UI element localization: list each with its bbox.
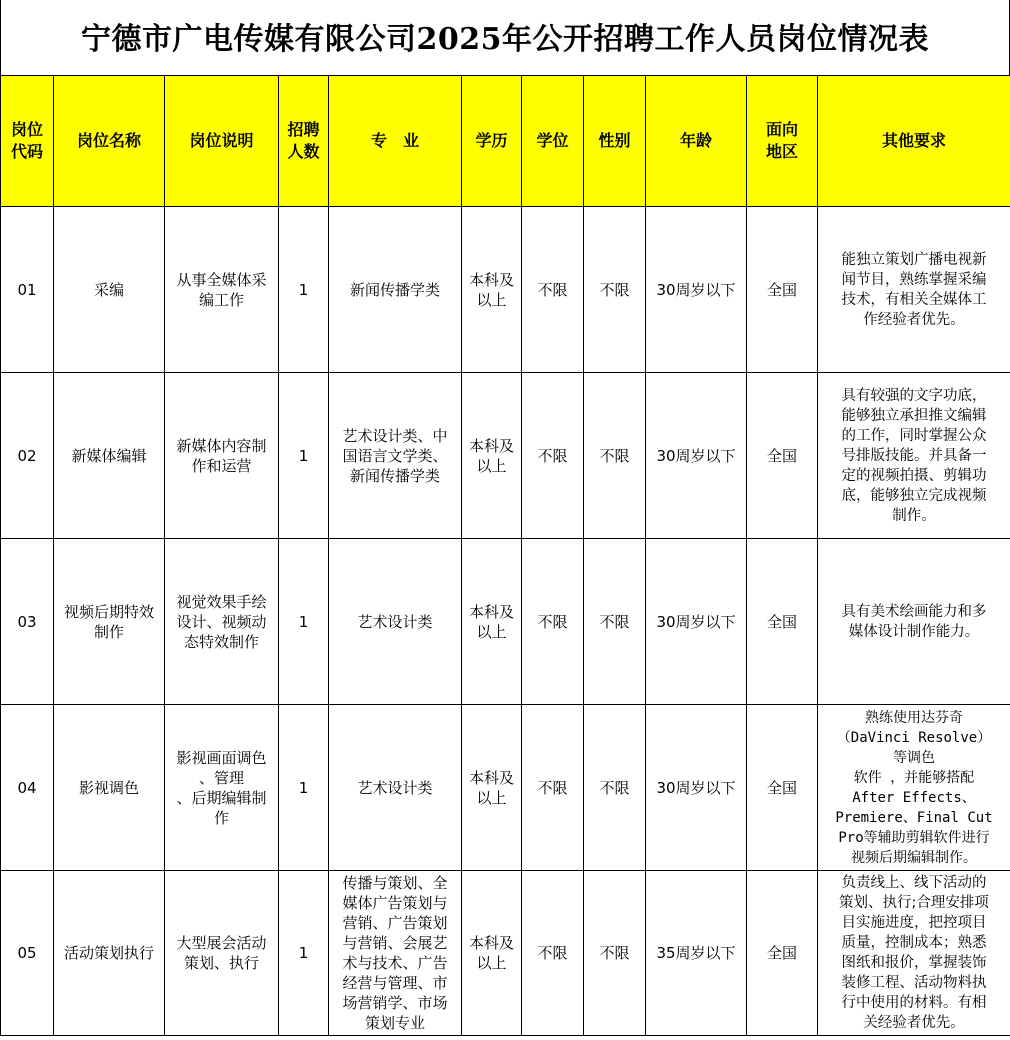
cell-other: 具有较强的文字功底， 能够独立承担推文编辑 的工作，同时掌握公众 号排版技能。并具备一 定的视频拍摄、剪辑功 底，能够独立完成视频 制作。 [818, 373, 1010, 539]
cell-gender: 不限 [584, 705, 646, 871]
header-age: 年龄 [646, 76, 747, 207]
cell-education: 本科及 以上 [462, 539, 522, 705]
cell-degree: 不限 [522, 705, 584, 871]
cell-name: 活动策划执行 [54, 871, 165, 1036]
table-row [1, 871, 1010, 1036]
cell-name: 视频后期特效 制作 [54, 539, 165, 705]
header-code: 岗位 代码 [1, 76, 54, 207]
cell-degree: 不限 [522, 539, 584, 705]
header-degree: 学位 [522, 76, 584, 207]
cell-count: 1 [279, 871, 329, 1036]
cell-age: 30周岁以下 [646, 207, 747, 373]
cell-degree: 不限 [522, 373, 584, 539]
table-row [1, 207, 1010, 373]
cell-code: 04 [1, 705, 54, 871]
cell-gender: 不限 [584, 539, 646, 705]
header-other: 其他要求 [818, 76, 1010, 207]
cell-degree: 不限 [522, 871, 584, 1036]
cell-count: 1 [279, 207, 329, 373]
cell-code: 03 [1, 539, 54, 705]
cell-name: 影视调色 [54, 705, 165, 871]
header-major: 专 业 [329, 76, 462, 207]
cell-education: 本科及 以上 [462, 207, 522, 373]
header-region: 面向 地区 [747, 76, 818, 207]
header-description: 岗位说明 [165, 76, 279, 207]
cell-code: 02 [1, 373, 54, 539]
cell-description: 新媒体内容制 作和运营 [165, 373, 279, 539]
cell-count: 1 [279, 373, 329, 539]
cell-age: 30周岁以下 [646, 539, 747, 705]
cell-description: 视觉效果手绘 设计、视频动 态特效制作 [165, 539, 279, 705]
cell-other: 能独立策划广播电视新 闻节目，熟练掌握采编 技术，有相关全媒体工 作经验者优先。 [818, 207, 1010, 373]
cell-education: 本科及 以上 [462, 871, 522, 1036]
header-education: 学历 [462, 76, 522, 207]
cell-description: 大型展会活动 策划、执行 [165, 871, 279, 1036]
cell-major: 新闻传播学类 [329, 207, 462, 373]
cell-region: 全国 [747, 373, 818, 539]
header-gender: 性别 [584, 76, 646, 207]
cell-degree: 不限 [522, 207, 584, 373]
cell-gender: 不限 [584, 871, 646, 1036]
cell-description: 影视画面调色 、管理 、后期编辑制 作 [165, 705, 279, 871]
table-row [1, 539, 1010, 705]
cell-gender: 不限 [584, 373, 646, 539]
cell-education: 本科及 以上 [462, 705, 522, 871]
cell-age: 30周岁以下 [646, 373, 747, 539]
cell-name: 采编 [54, 207, 165, 373]
header-name: 岗位名称 [54, 76, 165, 207]
cell-other: 负责线上、线下活动的 策划、执行;合理安排项 目实施进度，把控项目 质量，控制成本；熟悉 图纸和报价，掌握装饰 装修工程、活动物料执 行中使用的材料。有相 关经验者优先。 [818, 871, 1010, 1036]
table-row [1, 705, 1010, 871]
cell-count: 1 [279, 705, 329, 871]
cell-region: 全国 [747, 207, 818, 373]
cell-education: 本科及 以上 [462, 373, 522, 539]
cell-gender: 不限 [584, 207, 646, 373]
cell-major: 传播与策划、全 媒体广告策划与 营销、广告策划 与营销、会展艺 术与技术、广告 经营与管理、市 场营销学、市场 策划专业 [329, 871, 462, 1036]
cell-region: 全国 [747, 705, 818, 871]
cell-age: 30周岁以下 [646, 705, 747, 871]
cell-age: 35周岁以下 [646, 871, 747, 1036]
cell-code: 05 [1, 871, 54, 1036]
cell-major: 艺术设计类、中 国语言文学类、 新闻传播学类 [329, 373, 462, 539]
table-row [1, 373, 1010, 539]
cell-region: 全国 [747, 539, 818, 705]
cell-other: 熟练使用达芬奇 （DaVinci Resolve） 等调色 软件 ，并能够搭配 After Effects、 Premiere、Final Cut Pro等辅助剪辑软件进行 视频后期编辑制作。 [818, 705, 1010, 871]
cell-code: 01 [1, 207, 54, 373]
cell-other: 具有美术绘画能力和多 媒体设计制作能力。 [818, 539, 1010, 705]
page-title: 宁德市广电传媒有限公司2025年公开招聘工作人员岗位情况表 [0, 0, 1010, 75]
cell-major: 艺术设计类 [329, 539, 462, 705]
cell-major: 艺术设计类 [329, 705, 462, 871]
table-header-row [1, 76, 1010, 207]
cell-name: 新媒体编辑 [54, 373, 165, 539]
positions-table [0, 75, 1010, 1036]
header-count: 招聘 人数 [279, 76, 329, 207]
cell-region: 全国 [747, 871, 818, 1036]
cell-description: 从事全媒体采 编工作 [165, 207, 279, 373]
cell-count: 1 [279, 539, 329, 705]
